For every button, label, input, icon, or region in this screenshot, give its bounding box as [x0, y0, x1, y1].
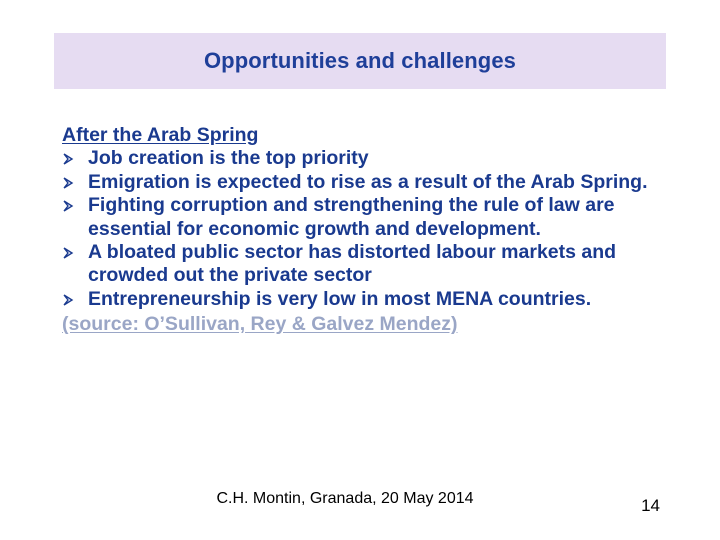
footer-text: C.H. Montin, Granada, 20 May 2014 [216, 490, 474, 507]
bullet-item [62, 194, 662, 241]
bullet-text: Entrepreneurship is very low in most MENA countries. [88, 287, 592, 310]
bullet-item [62, 288, 662, 311]
bullet-item [62, 147, 662, 170]
bullet-item [62, 241, 662, 288]
bullet-item [62, 171, 662, 194]
bullet-text: Job creation is the top priority [88, 147, 369, 170]
slide-content [62, 124, 662, 337]
bullet-text: Emigration is expected to rise as a result of the Arab Spring. [88, 170, 648, 193]
slide-title: Opportunities and challenges [203, 48, 517, 73]
arrow-bullet-icon [62, 177, 74, 189]
arrow-bullet-icon [62, 153, 74, 165]
arrow-bullet-icon [62, 200, 74, 212]
bullet-text: A bloated public sector has distorted labour markets and crowded out the private sector [88, 241, 617, 287]
bullet-list [62, 147, 662, 311]
section-heading: After the Arab Spring [62, 124, 259, 146]
title-bar [54, 33, 666, 89]
arrow-bullet-icon [62, 294, 74, 306]
bullet-text: Fighting corruption and strengthening the rule of law are essential for economic growth and development. [88, 194, 615, 240]
page-number: 14 [641, 496, 660, 515]
arrow-bullet-icon [62, 247, 74, 259]
source-citation: (source: O’Sullivan, Rey & Galvez Mendez) [62, 313, 458, 336]
